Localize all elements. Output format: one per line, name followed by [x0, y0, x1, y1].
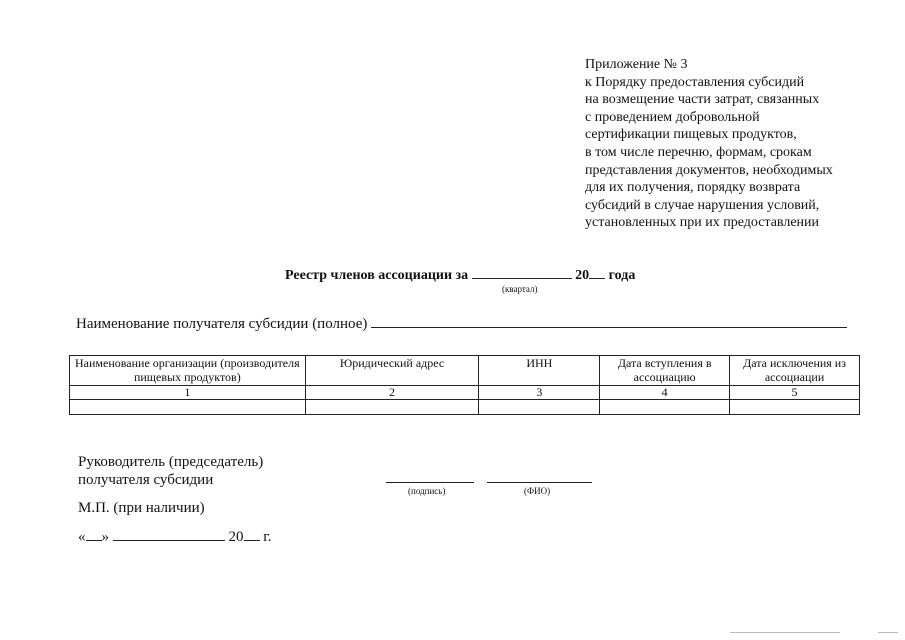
head-line: получателя субсидии: [78, 472, 214, 488]
signature-line: [386, 482, 474, 483]
header-organization: Наименование организации (производителя пищевых продуктов): [70, 356, 306, 386]
fio-caption: (ФИО): [524, 486, 551, 496]
appendix-line: на возмещение части затрат, связанных: [585, 92, 820, 108]
quote-open: «: [78, 529, 86, 545]
appendix-line: субсидий в случае нарушения условий,: [585, 197, 820, 213]
table-header-row: [70, 356, 860, 386]
appendix-line: в том числе перечню, формам, срокам: [585, 144, 812, 160]
recipient-blank: [371, 312, 847, 328]
scan-artifact: [878, 632, 898, 633]
title-year-prefix: 20: [575, 268, 590, 283]
column-number: 1: [70, 386, 306, 400]
year-blank: [589, 264, 605, 279]
appendix-line: для их получения, порядку возврата: [585, 180, 801, 196]
title-suffix: года: [608, 268, 636, 283]
quarter-blank: [472, 264, 572, 279]
quarter-caption: (квартал): [502, 284, 538, 294]
date-line: [78, 526, 271, 546]
header-legal-address: Юридический адрес: [305, 356, 479, 386]
document-title: [285, 264, 635, 284]
day-blank: [86, 526, 102, 541]
fio-line: [487, 482, 592, 483]
table-cell: [730, 400, 860, 415]
scan-artifact: [730, 632, 840, 633]
appendix-line: сертификации пищевых продуктов,: [585, 127, 797, 143]
appendix-line: Приложение № 3: [585, 57, 688, 72]
column-number: 3: [479, 386, 600, 400]
quote-close: »: [101, 529, 109, 545]
table-cell: [70, 400, 306, 415]
table-cell: [600, 400, 730, 415]
title-prefix: Реестр членов ассоциации за: [285, 268, 469, 283]
header-entry-date: Дата вступления в ассоциацию: [600, 356, 730, 386]
header-inn: ИНН: [479, 356, 600, 386]
column-number: 4: [600, 386, 730, 400]
appendix-line: установленных при их предоставлении: [585, 215, 820, 231]
header-exit-date: Дата исключения из ассоциации: [730, 356, 860, 386]
head-line: Руководитель (председатель): [78, 454, 264, 470]
head-of-recipient: [78, 453, 263, 489]
date-year-prefix: 20: [228, 529, 244, 545]
recipient-label: Наименование получателя субсидии (полное): [76, 316, 368, 332]
appendix-line: к Порядку предоставления субсидий: [585, 74, 805, 90]
column-number: 5: [730, 386, 860, 400]
signature-caption: (подпись): [408, 486, 446, 496]
date-year-suffix: г.: [263, 529, 272, 545]
month-blank: [113, 526, 225, 541]
table-row: [70, 400, 860, 415]
table-number-row: [70, 386, 860, 400]
column-number: 2: [305, 386, 479, 400]
appendix-line: с проведением добровольной: [585, 109, 760, 125]
register-table: [69, 355, 860, 415]
appendix-note: [585, 56, 885, 232]
date-year-blank: [244, 526, 260, 541]
table-cell: [305, 400, 479, 415]
recipient-row: [76, 312, 847, 333]
appendix-line: представления документов, необходимых: [585, 162, 833, 178]
table-cell: [479, 400, 600, 415]
stamp-note: М.П. (при наличии): [78, 500, 205, 516]
